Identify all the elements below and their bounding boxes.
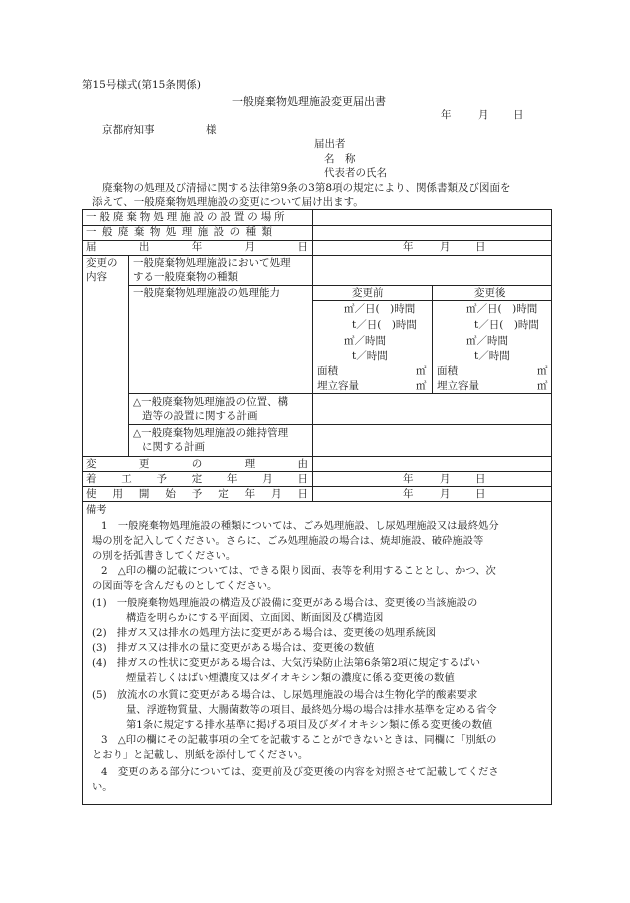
char: 月 xyxy=(262,473,273,485)
page-title: 一般廃棄物処理施設変更届出書 xyxy=(232,95,386,108)
date-year: 年 xyxy=(441,109,452,121)
note-line: 2 △印の欄の記載については、できる限り図面、表等を利用することとし、かつ、次 xyxy=(101,565,496,577)
after-landfill-label: 埋立容量 xyxy=(437,380,479,392)
plan-maintenance-2: に関する計画 xyxy=(142,441,205,453)
row-divider xyxy=(82,486,552,487)
row-divider xyxy=(82,501,552,502)
char: 日 xyxy=(297,473,308,485)
note-line: とおり」と記載し、別紙を添付してください。 xyxy=(92,749,309,761)
date-day: 日 xyxy=(513,109,524,121)
change-content-label-2: 内容 xyxy=(86,271,107,283)
char: 年 xyxy=(227,473,238,485)
char: 年 xyxy=(191,241,203,253)
char: 日 xyxy=(297,488,308,500)
after-area-unit: ㎡ xyxy=(537,365,548,377)
notify-date-label xyxy=(86,242,308,253)
char: 定 xyxy=(218,488,229,500)
char: 更 xyxy=(138,458,150,470)
after-cap-3: ㎥／時間 xyxy=(466,335,508,347)
note-line: 煙量若しくはばい煙濃度又はダイオキシン類の濃度に係る変更後の数値 xyxy=(126,672,455,684)
char: 始 xyxy=(165,488,176,500)
plan-location-2: 造等の設置に関する計画 xyxy=(142,410,258,422)
note-line: (3) 排ガス又は排水の量に変更がある場合は、変更後の数値 xyxy=(92,642,375,654)
after-area-label: 面積 xyxy=(437,365,458,377)
note-line: の図面等を含んだものとしてください。 xyxy=(92,580,278,592)
before-landfill-unit: ㎥ xyxy=(416,380,427,392)
note-line: 4 変更のある部分については、変更前及び変更後の内容を対照させて記載してくださ xyxy=(101,766,499,778)
row-divider xyxy=(128,424,552,425)
notify-day: 日 xyxy=(475,241,486,253)
notifier-rep-label: 代表者の氏名 xyxy=(324,167,387,179)
after-cap-2: t／日( )時間 xyxy=(474,319,539,331)
reason-label xyxy=(86,459,308,470)
note-line: 量、浮遊物質量、大腸菌数等の項目、最終処分場の場合は排水基準を定める省令 xyxy=(126,704,497,716)
notify-year: 年 xyxy=(403,241,414,253)
char: 定 xyxy=(191,473,203,485)
start-day: 日 xyxy=(475,473,486,485)
date-month: 月 xyxy=(478,109,489,121)
change-content-label-1: 変更の xyxy=(86,257,118,269)
start-year: 年 xyxy=(403,473,414,485)
note-line: い。 xyxy=(92,781,113,793)
before-header: 変更前 xyxy=(352,287,384,299)
notify-month: 月 xyxy=(440,241,451,253)
note-line: の別を括弧書きしてください。 xyxy=(92,550,237,562)
char: 月 xyxy=(244,241,256,253)
before-cap-2: t／日( )時間 xyxy=(352,319,417,331)
char: 理 xyxy=(244,458,256,470)
char: 開 xyxy=(138,488,150,500)
notes-heading: 備考 xyxy=(86,504,107,516)
capacity-label: 一般廃棄物処理施設の処理能力 xyxy=(133,287,280,299)
note-line: 3 △印の欄にその記載事項の全てを記載することができないときは、同欄に「別紙の xyxy=(101,734,497,746)
before-area-unit: ㎡ xyxy=(416,365,427,377)
addressee-honorific: 様 xyxy=(206,124,217,136)
plan-maintenance-1: △一般廃棄物処理施設の維持管理 xyxy=(133,427,289,439)
note-line: (5) 放流水の水質に変更がある場合は、し尿処理施設の場合は生物化学的酸素要求 xyxy=(92,689,478,701)
location-label-text: 一般廃棄物処理施設の設置の場所 xyxy=(86,211,288,223)
start-month: 月 xyxy=(440,473,451,485)
row-divider xyxy=(128,393,552,394)
note-line: 場の別を記入してください。さらに、ごみ処理施設の場合は、焼却施設、破砕施設等 xyxy=(92,535,484,547)
row-divider xyxy=(128,285,552,286)
intro-line-1: 廃棄物の処理及び清掃に関する法律第9条の3第8項の規定により、関係書類及び図面を xyxy=(102,182,511,194)
char: 月 xyxy=(271,488,282,500)
before-cap-4: t／時間 xyxy=(352,350,388,362)
column-divider xyxy=(432,285,433,393)
note-line: (1) 一般廃棄物処理施設の構造及び設備に変更がある場合は、変更後の当該施設の xyxy=(92,597,478,609)
row-divider xyxy=(82,456,552,457)
char: 工 xyxy=(121,473,132,485)
char: 日 xyxy=(297,241,308,253)
addressee-name: 京都府知事 xyxy=(102,124,155,136)
waste-kind-label-1: 一般廃棄物処理施設において処理 xyxy=(133,257,291,269)
note-line: 構造を明らかにする平面図、立面図、断面図及び構造図 xyxy=(126,612,384,624)
row-divider xyxy=(82,471,552,472)
before-landfill-label: 埋立容量 xyxy=(317,380,359,392)
location-label xyxy=(86,212,308,223)
after-cap-1: ㎥／日( )時間 xyxy=(466,303,538,315)
note-line: 1 一般廃棄物処理施設の種類については、ごみ処理施設、し尿処理施設又は最終処分 xyxy=(101,520,499,532)
note-line: (2) 排ガス又は排水の処理方法に変更がある場合は、変更後の処理系統図 xyxy=(92,627,437,639)
notifier-name-label: 名 称 xyxy=(324,153,356,165)
plan-location-1: △一般廃棄物処理施設の位置、構 xyxy=(133,396,289,408)
after-cap-4: t／時間 xyxy=(474,350,510,362)
note-line: 第1条に規定する排水基準に掲げる項目及びダイオキシン類に係る変更後の数値 xyxy=(126,719,493,731)
row-divider xyxy=(82,255,552,256)
use-year: 年 xyxy=(403,488,414,500)
kind-label xyxy=(86,227,308,238)
use-start-label xyxy=(86,489,308,500)
form-label: 第15号様式(第15条関係) xyxy=(82,79,201,91)
column-divider xyxy=(312,209,313,501)
start-date-label xyxy=(86,474,308,485)
use-day: 日 xyxy=(475,488,486,500)
char: の xyxy=(191,458,203,470)
char: 使 xyxy=(86,488,97,500)
before-area-label: 面積 xyxy=(317,365,338,377)
char: 由 xyxy=(297,458,308,470)
notifier-label: 届出者 xyxy=(314,138,346,150)
waste-kind-label-2: する一般廃棄物の種類 xyxy=(133,271,238,283)
kind-label-text: 一般廃棄物処理施設の種類 xyxy=(86,226,278,238)
char: 着 xyxy=(86,473,97,485)
intro-line-2: 添えて、一般廃棄物処理施設の変更について届け出ます。 xyxy=(92,196,364,208)
char: 出 xyxy=(138,241,150,253)
char: 予 xyxy=(191,488,203,500)
char: 年 xyxy=(244,488,256,500)
char: 変 xyxy=(86,458,97,470)
after-landfill-unit: ㎥ xyxy=(537,380,548,392)
note-line: (4) 排ガスの性状に変更がある場合は、大気汚染防止法第6条第2項に規定するばい xyxy=(92,657,481,669)
char: 予 xyxy=(156,473,167,485)
column-divider xyxy=(128,255,129,456)
after-header: 変更後 xyxy=(474,287,506,299)
before-cap-1: ㎥／日( )時間 xyxy=(344,303,416,315)
before-cap-3: ㎥／時間 xyxy=(344,335,386,347)
use-month: 月 xyxy=(440,488,451,500)
char: 用 xyxy=(112,488,123,500)
char: 届 xyxy=(86,241,97,253)
